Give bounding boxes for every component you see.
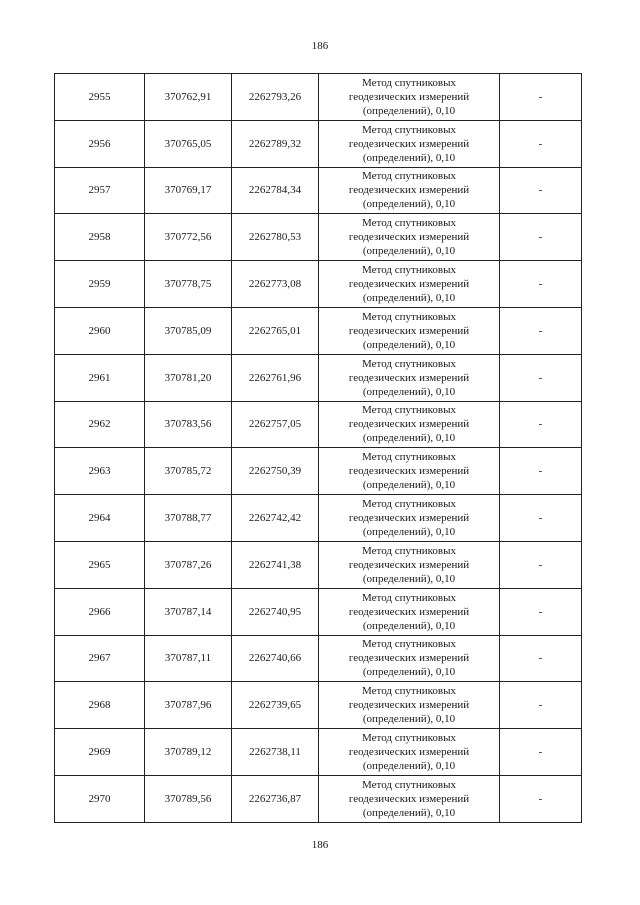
method-line: геодезических измерений xyxy=(348,652,470,665)
x-coordinate-cell: 370787,96 xyxy=(145,682,232,729)
point-number-cell: 2958 xyxy=(55,214,145,261)
method-line: геодезических измерений xyxy=(348,231,470,244)
x-coordinate-cell: 370778,75 xyxy=(145,261,232,308)
x-coordinate-cell: 370789,12 xyxy=(145,729,232,776)
method-cell xyxy=(319,261,500,308)
method-cell xyxy=(319,354,500,401)
method-line: Метод спутниковых xyxy=(362,76,456,89)
point-number-cell: 2962 xyxy=(55,401,145,448)
method-cell xyxy=(319,167,500,214)
method-line: Метод спутниковых xyxy=(362,591,456,604)
point-number-cell: 2964 xyxy=(55,495,145,542)
method-line: геодезических измерений xyxy=(348,90,470,103)
table-row xyxy=(55,214,582,261)
description-cell: - xyxy=(500,74,582,121)
description-cell: - xyxy=(500,635,582,682)
page-number-bottom: 186 xyxy=(311,839,329,851)
method-cell xyxy=(319,74,500,121)
description-cell: - xyxy=(500,261,582,308)
method-line: геодезических измерений xyxy=(348,699,470,712)
x-coordinate-cell: 370781,20 xyxy=(145,354,232,401)
table-row xyxy=(55,401,582,448)
method-line: (определений), 0,10 xyxy=(362,198,456,211)
description-cell: - xyxy=(500,354,582,401)
y-coordinate-cell: 2262761,96 xyxy=(232,354,319,401)
x-coordinate-cell: 370769,17 xyxy=(145,167,232,214)
x-coordinate-cell: 370785,72 xyxy=(145,448,232,495)
method-cell xyxy=(319,214,500,261)
method-line: Метод спутниковых xyxy=(362,544,456,557)
method-line: Метод спутниковых xyxy=(362,498,456,511)
y-coordinate-cell: 2262740,95 xyxy=(232,588,319,635)
point-number-cell: 2970 xyxy=(55,775,145,822)
method-line: (определений), 0,10 xyxy=(362,619,456,632)
method-line: Метод спутниковых xyxy=(362,685,456,698)
method-line: геодезических измерений xyxy=(348,465,470,478)
y-coordinate-cell: 2262740,66 xyxy=(232,635,319,682)
description-cell: - xyxy=(500,214,582,261)
description-cell: - xyxy=(500,588,582,635)
table-row xyxy=(55,167,582,214)
method-line: геодезических измерений xyxy=(348,746,470,759)
table-row xyxy=(55,775,582,822)
point-number-cell: 2961 xyxy=(55,354,145,401)
y-coordinate-cell: 2262773,08 xyxy=(232,261,319,308)
table-row xyxy=(55,120,582,167)
method-line: (определений), 0,10 xyxy=(362,292,456,305)
method-cell xyxy=(319,635,500,682)
y-coordinate-cell: 2262742,42 xyxy=(232,495,319,542)
description-cell: - xyxy=(500,729,582,776)
method-line: Метод спутниковых xyxy=(362,404,456,417)
table-row xyxy=(55,74,582,121)
method-line: (определений), 0,10 xyxy=(362,479,456,492)
description-cell: - xyxy=(500,307,582,354)
point-number-cell: 2963 xyxy=(55,448,145,495)
description-cell: - xyxy=(500,167,582,214)
point-number-cell: 2966 xyxy=(55,588,145,635)
point-number-cell: 2969 xyxy=(55,729,145,776)
y-coordinate-cell: 2262738,11 xyxy=(232,729,319,776)
method-line: Метод спутниковых xyxy=(362,310,456,323)
table-row xyxy=(55,682,582,729)
x-coordinate-cell: 370765,05 xyxy=(145,120,232,167)
y-coordinate-cell: 2262757,05 xyxy=(232,401,319,448)
method-line: геодезических измерений xyxy=(348,558,470,571)
point-number-cell: 2959 xyxy=(55,261,145,308)
page-number-top: 186 xyxy=(311,40,329,52)
y-coordinate-cell: 2262736,87 xyxy=(232,775,319,822)
y-coordinate-cell: 2262750,39 xyxy=(232,448,319,495)
method-line: (определений), 0,10 xyxy=(362,572,456,585)
y-coordinate-cell: 2262765,01 xyxy=(232,307,319,354)
method-line: геодезических измерений xyxy=(348,184,470,197)
table-row xyxy=(55,261,582,308)
x-coordinate-cell: 370787,14 xyxy=(145,588,232,635)
x-coordinate-cell: 370788,77 xyxy=(145,495,232,542)
method-cell xyxy=(319,541,500,588)
method-line: Метод спутниковых xyxy=(362,217,456,230)
method-cell xyxy=(319,307,500,354)
method-line: (определений), 0,10 xyxy=(362,151,456,164)
method-line: (определений), 0,10 xyxy=(362,432,456,445)
method-cell xyxy=(319,495,500,542)
table-row xyxy=(55,448,582,495)
point-number-cell: 2957 xyxy=(55,167,145,214)
point-number-cell: 2967 xyxy=(55,635,145,682)
x-coordinate-cell: 370787,11 xyxy=(145,635,232,682)
method-line: Метод спутниковых xyxy=(362,732,456,745)
table-row xyxy=(55,729,582,776)
method-line: геодезических измерений xyxy=(348,371,470,384)
point-number-cell: 2968 xyxy=(55,682,145,729)
method-line: геодезических измерений xyxy=(348,418,470,431)
description-cell: - xyxy=(500,541,582,588)
method-line: Метод спутниковых xyxy=(362,123,456,136)
y-coordinate-cell: 2262784,34 xyxy=(232,167,319,214)
x-coordinate-cell: 370787,26 xyxy=(145,541,232,588)
y-coordinate-cell: 2262793,26 xyxy=(232,74,319,121)
method-line: Метод спутниковых xyxy=(362,357,456,370)
method-line: Метод спутниковых xyxy=(362,451,456,464)
description-cell: - xyxy=(500,448,582,495)
x-coordinate-cell: 370783,56 xyxy=(145,401,232,448)
method-cell xyxy=(319,775,500,822)
description-cell: - xyxy=(500,682,582,729)
table-row xyxy=(55,495,582,542)
method-cell xyxy=(319,448,500,495)
y-coordinate-cell: 2262739,65 xyxy=(232,682,319,729)
table-row xyxy=(55,541,582,588)
method-cell xyxy=(319,120,500,167)
description-cell: - xyxy=(500,495,582,542)
method-line: (определений), 0,10 xyxy=(362,760,456,773)
method-line: (определений), 0,10 xyxy=(362,338,456,351)
description-cell: - xyxy=(500,775,582,822)
method-line: Метод спутниковых xyxy=(362,778,456,791)
x-coordinate-cell: 370789,56 xyxy=(145,775,232,822)
x-coordinate-cell: 370785,09 xyxy=(145,307,232,354)
point-number-cell: 2955 xyxy=(55,74,145,121)
point-number-cell: 2956 xyxy=(55,120,145,167)
method-line: (определений), 0,10 xyxy=(362,666,456,679)
method-line: Метод спутниковых xyxy=(362,264,456,277)
method-cell xyxy=(319,401,500,448)
method-cell xyxy=(319,729,500,776)
method-cell xyxy=(319,682,500,729)
method-cell xyxy=(319,588,500,635)
y-coordinate-cell: 2262780,53 xyxy=(232,214,319,261)
method-line: (определений), 0,10 xyxy=(362,245,456,258)
method-line: геодезических измерений xyxy=(348,137,470,150)
y-coordinate-cell: 2262789,32 xyxy=(232,120,319,167)
description-cell: - xyxy=(500,401,582,448)
method-line: (определений), 0,10 xyxy=(362,713,456,726)
method-line: геодезических измерений xyxy=(348,605,470,618)
y-coordinate-cell: 2262741,38 xyxy=(232,541,319,588)
method-line: Метод спутниковых xyxy=(362,170,456,183)
description-cell: - xyxy=(500,120,582,167)
table-row xyxy=(55,307,582,354)
x-coordinate-cell: 370772,56 xyxy=(145,214,232,261)
method-line: геодезических измерений xyxy=(348,792,470,805)
method-line: геодезических измерений xyxy=(348,278,470,291)
method-line: (определений), 0,10 xyxy=(362,385,456,398)
point-number-cell: 2965 xyxy=(55,541,145,588)
point-number-cell: 2960 xyxy=(55,307,145,354)
table-row xyxy=(55,635,582,682)
method-line: (определений), 0,10 xyxy=(362,104,456,117)
coordinates-table xyxy=(54,73,582,823)
table-row xyxy=(55,354,582,401)
table-row xyxy=(55,588,582,635)
method-line: (определений), 0,10 xyxy=(362,806,456,819)
method-line: геодезических измерений xyxy=(348,512,470,525)
x-coordinate-cell: 370762,91 xyxy=(145,74,232,121)
method-line: (определений), 0,10 xyxy=(362,526,456,539)
table-body xyxy=(55,74,582,823)
method-line: геодезических измерений xyxy=(348,324,470,337)
method-line: Метод спутниковых xyxy=(362,638,456,651)
